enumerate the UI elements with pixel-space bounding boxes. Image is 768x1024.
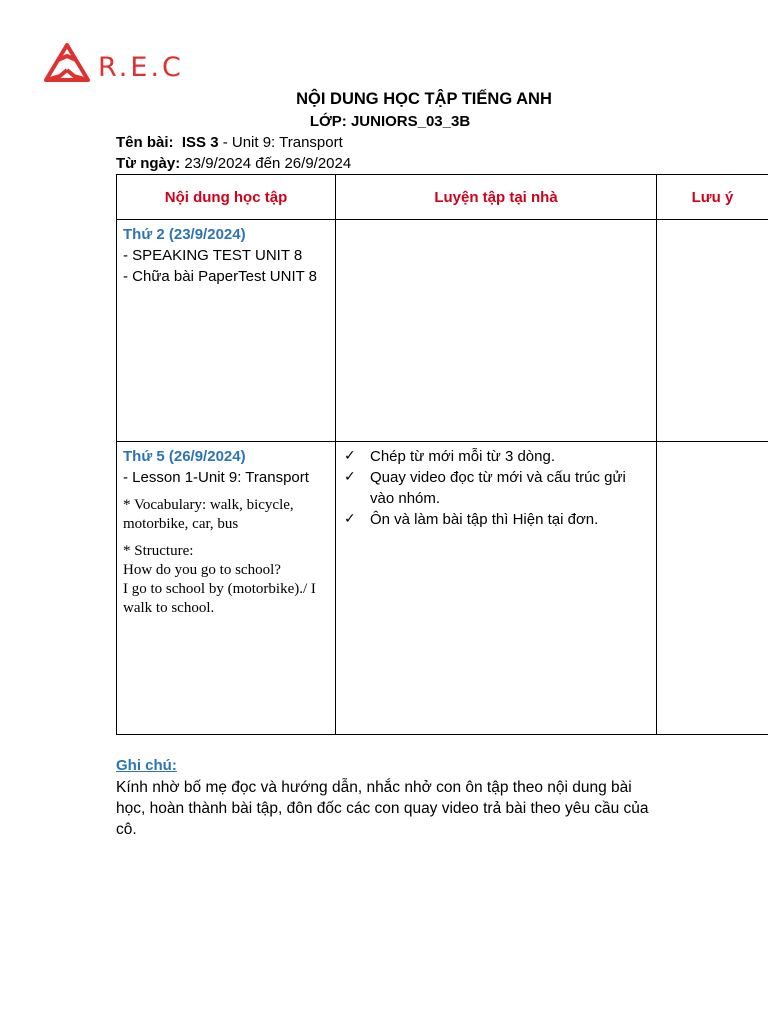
table-row xyxy=(117,442,768,735)
row2-content-item: - Lesson 1-Unit 9: Transport xyxy=(123,469,309,486)
header-homework: Luyện tập tại nhà xyxy=(336,175,657,220)
table-row xyxy=(117,220,768,442)
row1-content-item: - SPEAKING TEST UNIT 8 xyxy=(123,247,303,264)
date-value: 23/9/2024 đến 26/9/2024 xyxy=(180,155,352,172)
note-title: Ghi chú: xyxy=(116,757,177,774)
rec-logo-icon xyxy=(40,42,94,88)
row2-day: Thứ 5 (26/9/2024) xyxy=(123,448,246,465)
study-plan-table xyxy=(116,174,768,735)
page-title: NỘI DUNG HỌC TẬP TIẾNG ANH xyxy=(296,90,552,108)
note-text: Kính nhờ bố mẹ đọc và hướng dẫn, nhắc nhở con ôn tập theo nội dung bài học, hoàn thành bài tập, đôn đốc các con quay video trả bài theo yêu cầu của cô. xyxy=(116,779,649,838)
row1-day: Thứ 2 (23/9/2024) xyxy=(123,226,246,243)
header-note: Lưu ý xyxy=(657,175,768,220)
row2-content-cell xyxy=(117,442,336,735)
lesson-line xyxy=(116,134,343,151)
lesson-code: ISS 3 xyxy=(181,134,219,151)
check-icon: ✓ xyxy=(344,448,356,464)
class-name: LỚP: JUNIORS_03_3B xyxy=(309,113,471,130)
row2-homework-cell xyxy=(336,442,657,735)
row1-note-cell xyxy=(657,220,768,442)
lesson-name: - Unit 9: Transport xyxy=(218,134,343,151)
lesson-label: Tên bài: xyxy=(116,134,174,151)
row2-structure-line: How do you go to school? xyxy=(123,562,281,578)
row2-vocabulary: * Vocabulary: walk, bicycle, motorbike, car, bus xyxy=(123,497,294,532)
header-content: Nội dung học tập xyxy=(117,175,336,220)
table-header-row xyxy=(117,175,768,220)
check-icon: ✓ xyxy=(344,469,356,485)
row2-structure-label: * Structure: xyxy=(123,543,194,559)
homework-text: Ôn và làm bài tập thì Hiện tại đơn. xyxy=(370,511,599,528)
date-label: Từ ngày: xyxy=(116,155,181,172)
homework-text: Quay video đọc từ mới và cấu trúc gửi vào nhóm. xyxy=(370,469,626,507)
date-line xyxy=(116,155,351,172)
homework-item xyxy=(344,509,650,530)
row2-note-cell xyxy=(657,442,768,735)
check-icon: ✓ xyxy=(344,511,356,527)
homework-text: Chép từ mới mỗi từ 3 dòng. xyxy=(370,448,555,465)
homework-list xyxy=(338,446,650,530)
row1-content-cell xyxy=(117,220,336,442)
row1-homework-cell xyxy=(336,220,657,442)
row2-structure-line: I go to school by (motorbike)./ I walk to school. xyxy=(123,581,316,616)
row1-content-item: - Chữa bài PaperTest UNIT 8 xyxy=(123,268,318,285)
rec-logo xyxy=(40,42,184,88)
logo-text: R.E.C xyxy=(98,51,184,83)
homework-item xyxy=(344,467,650,509)
homework-item xyxy=(344,446,650,467)
